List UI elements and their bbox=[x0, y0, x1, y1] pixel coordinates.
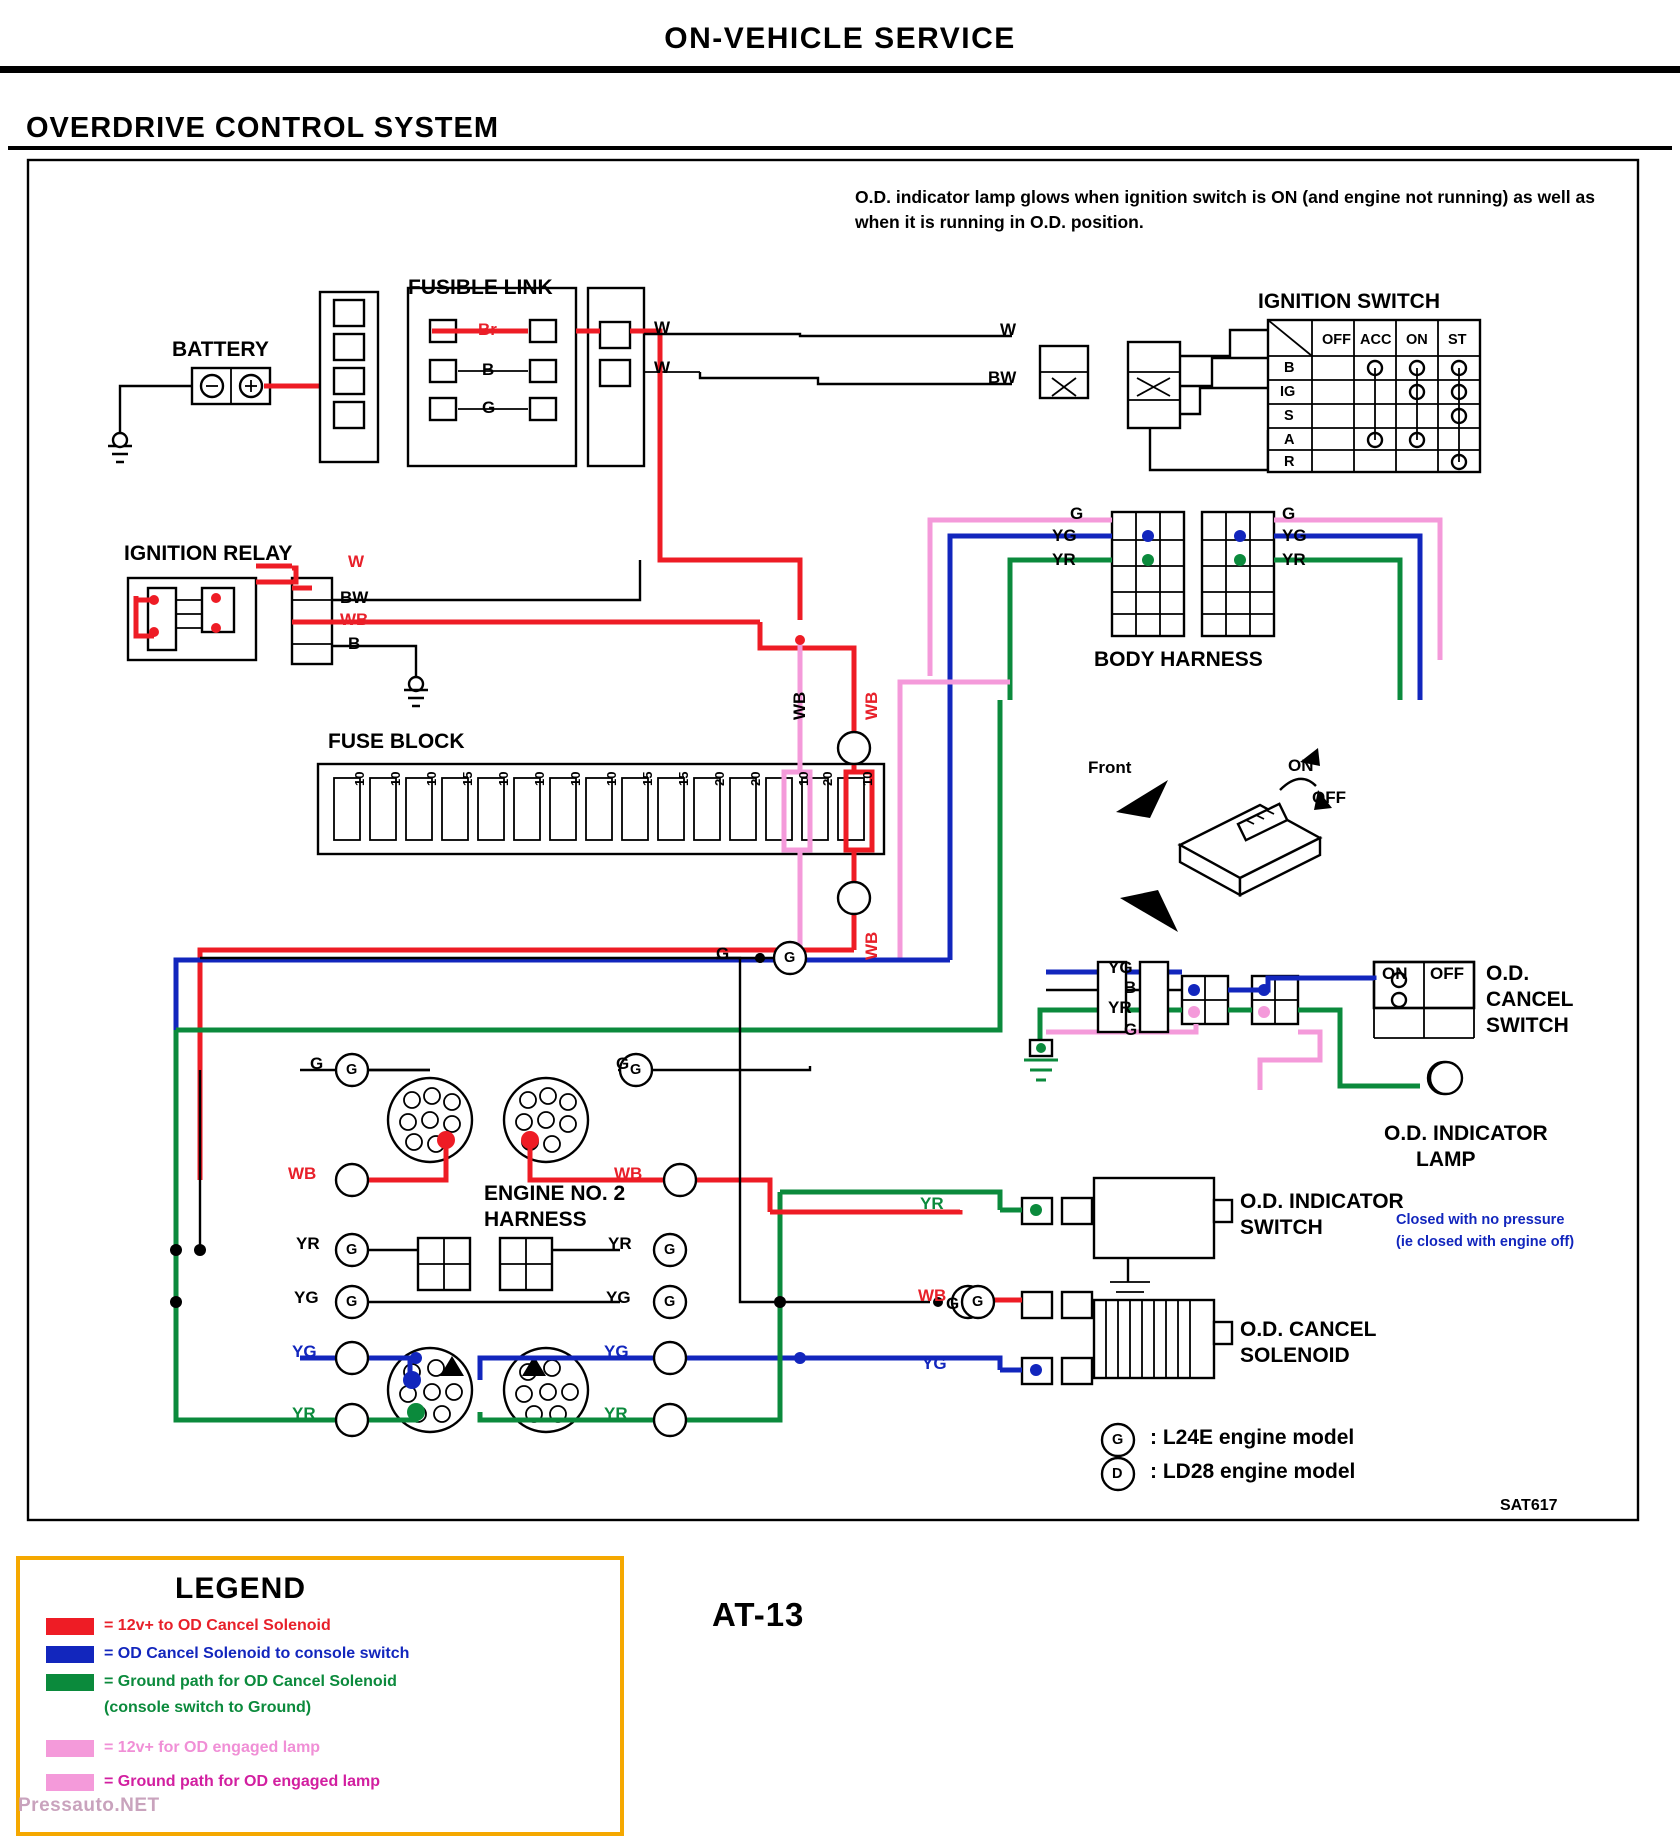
wire-g-mid: G bbox=[716, 944, 730, 963]
wire-g-eh-l1: G bbox=[310, 1054, 324, 1073]
legend-item-5: = Ground path for OD engaged lamp bbox=[104, 1773, 381, 1790]
fuse-rating-8: 10 bbox=[604, 771, 619, 786]
ign-row-r: R bbox=[1284, 454, 1295, 470]
label-engine-harness-2: HARNESS bbox=[484, 1208, 587, 1231]
wire-wb-eh-r: WB bbox=[614, 1164, 643, 1183]
label-od-cancel-switch-1: O.D. bbox=[1486, 962, 1530, 985]
switch-state-off: OFF bbox=[1430, 964, 1464, 983]
wire-wb-red-vert: WB bbox=[862, 691, 881, 720]
fuse-rating-11: 20 bbox=[712, 771, 727, 786]
wire-yg-bh-right: YG bbox=[1282, 526, 1307, 545]
annotation-on: ON bbox=[1288, 756, 1314, 775]
label-od-cancel-switch-2: CANCEL bbox=[1486, 988, 1574, 1011]
wire-yr-eh-l2: YR bbox=[292, 1404, 316, 1423]
ign-col-on: ON bbox=[1406, 332, 1428, 348]
annotation-off: OFF bbox=[1312, 788, 1346, 807]
label-od-cancel-solenoid-2: SOLENOID bbox=[1240, 1344, 1350, 1367]
label-fuse-block: FUSE BLOCK bbox=[328, 730, 465, 753]
legend-item-2: = Ground path for OD Cancel Solenoid bbox=[104, 1673, 397, 1690]
legend-swatch-pink-2 bbox=[46, 1774, 94, 1791]
legend-item-3: (console switch to Ground) bbox=[104, 1699, 312, 1716]
page-title: ON-VEHICLE SERVICE bbox=[664, 22, 1016, 55]
label-od-indicator-lamp-2: LAMP bbox=[1416, 1148, 1476, 1171]
fusible-code-b: B bbox=[482, 360, 495, 379]
label-battery: BATTERY bbox=[172, 338, 269, 361]
fuse-rating-15: 10 bbox=[860, 771, 875, 786]
label-od-indicator-switch-1: O.D. INDICATOR bbox=[1240, 1190, 1404, 1213]
fuse-rating-10: 15 bbox=[676, 771, 691, 786]
od-lamp-note: O.D. indicator lamp glows when ignition switch is ON (and engine not running) as well as when it is running in O.D. position. bbox=[855, 187, 1595, 233]
label-od-indicator-switch-2: SWITCH bbox=[1240, 1216, 1323, 1239]
legend-item-0: = 12v+ to OD Cancel Solenoid bbox=[104, 1617, 331, 1634]
wire-yr-eh-r2: YR bbox=[604, 1404, 628, 1423]
fuse-rating-14: 20 bbox=[820, 771, 835, 786]
wire-w-2: W bbox=[654, 358, 671, 377]
wire-b-relay: B bbox=[348, 634, 361, 653]
switch-state-on: ON bbox=[1382, 964, 1408, 983]
legend-swatch-red bbox=[46, 1618, 94, 1635]
fuse-rating-4: 15 bbox=[460, 771, 475, 786]
label-od-cancel-solenoid-1: O.D. CANCEL bbox=[1240, 1318, 1377, 1341]
label-ignition-switch: IGNITION SWITCH bbox=[1258, 290, 1440, 313]
label-od-indicator-lamp-1: O.D. INDICATOR bbox=[1384, 1122, 1548, 1145]
legend-swatch-pink-1 bbox=[46, 1740, 94, 1757]
model-key-symbol-g: G bbox=[1112, 1432, 1124, 1448]
marker-g-6: G bbox=[346, 1294, 358, 1310]
wire-wb-eh-l: WB bbox=[288, 1164, 317, 1183]
fuse-rating-7: 10 bbox=[568, 771, 583, 786]
wire-yg-eh-r: YG bbox=[606, 1288, 631, 1307]
fuse-rating-13: 10 bbox=[796, 771, 811, 786]
wire-g-cs: G bbox=[1124, 1020, 1138, 1039]
fuse-rating-6: 10 bbox=[532, 771, 547, 786]
wire-yr-cs: YR bbox=[1108, 998, 1132, 1017]
marker-g-4: G bbox=[346, 1242, 358, 1258]
wire-wb-red-vert2: WB bbox=[862, 931, 881, 960]
wire-yg-eh-r2: YG bbox=[604, 1342, 629, 1361]
wire-wb-relay: WB bbox=[340, 610, 369, 629]
fuse-rating-1: 10 bbox=[352, 771, 367, 786]
wire-yg-cs: YG bbox=[1108, 958, 1133, 977]
label-engine-harness-1: ENGINE NO. 2 bbox=[484, 1182, 626, 1205]
marker-g-3: G bbox=[784, 950, 796, 966]
label-od-cancel-switch-3: SWITCH bbox=[1486, 1014, 1569, 1037]
label-body-harness: BODY HARNESS bbox=[1094, 648, 1263, 671]
label-ignition-relay: IGNITION RELAY bbox=[124, 542, 293, 565]
wire-yg-eh-l2: YG bbox=[292, 1342, 317, 1361]
wire-wb-sol: WB bbox=[918, 1286, 947, 1305]
fuse-rating-5: 10 bbox=[496, 771, 511, 786]
label-fusible-link: FUSIBLE LINK bbox=[408, 276, 553, 299]
wire-yr-bh-right: YR bbox=[1282, 550, 1306, 569]
legend-box bbox=[16, 1556, 624, 1836]
wire-wb-pink-vert: WB bbox=[790, 691, 809, 720]
wire-w-relay: W bbox=[348, 552, 365, 571]
fuse-rating-3: 10 bbox=[424, 771, 439, 786]
marker-g-5: G bbox=[664, 1242, 676, 1258]
annotation-front: Front bbox=[1088, 758, 1132, 777]
marker-g-7: G bbox=[664, 1294, 676, 1310]
legend-item-4: = 12v+ for OD engaged lamp bbox=[104, 1739, 321, 1756]
wire-yg-sol: YG bbox=[922, 1354, 947, 1373]
wire-yr-ind: YR bbox=[920, 1194, 944, 1213]
pressure-note-1: Closed with no pressure bbox=[1396, 1212, 1565, 1228]
ign-row-a: A bbox=[1284, 432, 1295, 448]
wire-w-1: W bbox=[654, 318, 671, 337]
wire-w-3: W bbox=[1000, 320, 1017, 339]
watermark: Pressauto.NET bbox=[18, 1795, 160, 1816]
model-key-text-d: : LD28 engine model bbox=[1150, 1460, 1356, 1483]
wire-b-cs: B bbox=[1124, 978, 1137, 997]
diagram-code: SAT617 bbox=[1500, 1497, 1558, 1514]
ign-col-acc: ACC bbox=[1360, 332, 1392, 348]
ign-col-st: ST bbox=[1448, 332, 1467, 348]
pressure-note-2: (ie closed with engine off) bbox=[1396, 1234, 1575, 1250]
legend-title: LEGEND bbox=[175, 1572, 307, 1605]
fuse-rating-9: 15 bbox=[640, 771, 655, 786]
fusible-code-g: G bbox=[482, 398, 496, 417]
wire-g-bh-right: G bbox=[1282, 504, 1296, 523]
wire-bw-1: BW bbox=[988, 368, 1017, 387]
legend-swatch-blue bbox=[46, 1646, 94, 1663]
wire-g-bh-left: G bbox=[1070, 504, 1084, 523]
wire-g-sol: G bbox=[946, 1294, 960, 1313]
wire-yr-bh-left: YR bbox=[1052, 550, 1076, 569]
section-title: OVERDRIVE CONTROL SYSTEM bbox=[26, 112, 500, 144]
wire-yr-eh-r: YR bbox=[608, 1234, 632, 1253]
wire-bw-relay: BW bbox=[340, 588, 369, 607]
model-key-symbol-d: D bbox=[1112, 1466, 1123, 1482]
page-code: AT-13 bbox=[712, 1596, 805, 1633]
legend-item-1: = OD Cancel Solenoid to console switch bbox=[104, 1645, 410, 1662]
marker-g-2: G bbox=[630, 1062, 642, 1078]
ign-row-s: S bbox=[1284, 408, 1294, 424]
marker-g: G bbox=[346, 1062, 358, 1078]
fuse-rating-2: 10 bbox=[388, 771, 403, 786]
fuse-rating-12: 20 bbox=[748, 771, 763, 786]
ign-row-b: B bbox=[1284, 360, 1295, 376]
wire-yg-bh-left: YG bbox=[1052, 526, 1077, 545]
ign-row-ig: IG bbox=[1280, 384, 1296, 400]
wire-yr-eh-l: YR bbox=[296, 1234, 320, 1253]
fusible-code-br: Br bbox=[478, 320, 497, 339]
model-key-text-g: : L24E engine model bbox=[1150, 1426, 1355, 1449]
wire-yg-eh-l: YG bbox=[294, 1288, 319, 1307]
marker-g-8: G bbox=[972, 1294, 984, 1310]
wire-g-eh-r1: G bbox=[616, 1054, 630, 1073]
legend-swatch-green bbox=[46, 1674, 94, 1691]
ign-col-off: OFF bbox=[1322, 332, 1351, 348]
